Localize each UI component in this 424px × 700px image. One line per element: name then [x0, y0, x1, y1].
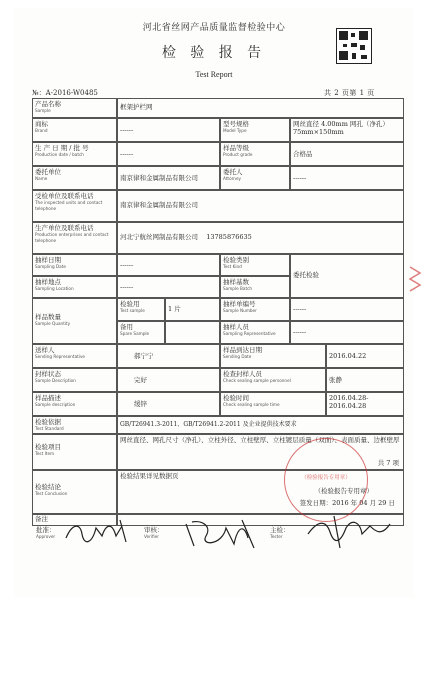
value-test-sample: 1 片 [165, 298, 220, 321]
label-test-time: 检验时间 Check sealing sample time [220, 392, 326, 416]
label-producer: 生产单位及联系电话 Production enterprises and contact telephone [32, 222, 117, 254]
value-attorney: ------ [290, 166, 404, 190]
value-producer: 河北宁航丝网制品有限公司 13785876635 [117, 222, 404, 254]
report-subtitle: Test Report [195, 70, 233, 79]
label-brand: 商标 Brand [32, 118, 117, 142]
value-production-date: ------ [117, 142, 220, 166]
label-test-kind: 检验类别 Test Kind [220, 254, 290, 276]
label-spare-sample: 备用 Spare Sample [117, 321, 165, 344]
label-sampling-rep: 抽样人员 Sampling Representative [220, 321, 290, 344]
label-production-date: 生 产 日 期 / 批 号 Production date / batch [32, 142, 117, 166]
approver-label: 批准： Approver [36, 526, 56, 539]
value-sample-description2: 缓锌 [117, 392, 220, 416]
value-client: 南京律和金属制品有限公司 [117, 166, 220, 190]
report-number: №：A-2016-W0485 [32, 89, 98, 97]
label-inspected-unit: 受检单位及联系电话 The inspected units and contact telephone [32, 190, 117, 222]
test-item-count: 共 7 项 [377, 458, 399, 467]
label-sample-description2: 样品描述 Sample description [32, 392, 117, 416]
label-sample-batch: 抽样基数 Sample Batch [220, 276, 290, 298]
label-remarks: 备注 [32, 514, 117, 526]
label-test-standard: 检验依据 Test Standard [32, 416, 117, 434]
value-sending-date: 2016.04.22 [326, 344, 404, 368]
report-title: 检 验 报 告 [161, 45, 267, 61]
value-test-standard: GB/T26941.3-2011、GB/T26941.2-2011 及企业提供技术要求 [117, 416, 404, 434]
label-sample-number: 抽样单编号 Sample Number [220, 298, 290, 321]
label-model: 型号规格 Model Type [220, 118, 290, 142]
value-sampling-location: ------ [117, 276, 220, 298]
value-test-time: 2016.04.28-2016.04.28 [326, 392, 404, 416]
label-client: 委托单位 Name [32, 166, 117, 190]
label-sealing-personnel: 检查封样人员 Check sealing sample personnel [220, 368, 326, 392]
label-sample-quantity: 样品数量 Sample Quantity [32, 298, 117, 344]
value-grade: 合格品 [290, 142, 404, 166]
value-inspected-unit: 南京律和金属制品有限公司 [117, 190, 404, 222]
tester-label: 主检： Tester [270, 526, 290, 539]
stamp-text: （检验报告专用章） [301, 475, 351, 481]
inspection-stamp [284, 438, 368, 522]
label-sampling-location: 抽样地点 Sampling Location [32, 276, 117, 298]
qr-code-icon [336, 28, 372, 64]
label-test-item: 检验项目 Test Item [32, 434, 117, 470]
label-test-sample: 检验用 Test sample [117, 298, 165, 321]
label-grade: 样品等级 Product grade [220, 142, 290, 166]
verifier-signature [182, 516, 262, 552]
stamp-note: （检验报告专用章） [314, 487, 373, 495]
producer-phone: 13785876635 [206, 233, 252, 241]
value-sealing-personnel: 张静 [326, 368, 404, 392]
value-test-kind: 委托检验 [290, 254, 404, 298]
value-sampling-date: ------ [117, 254, 220, 276]
org-name: 河北省丝网产品质量监督检验中心 [142, 23, 286, 33]
label-test-conclusion: 检验结论 Test Conclusion [32, 470, 117, 514]
report-sheet [14, 8, 414, 598]
label-sampling-date: 抽样日期 Sampling Date [32, 254, 117, 276]
label-sending-rep: 送样人 Sending Representative [32, 344, 117, 368]
value-sample-number: ------ [290, 298, 404, 321]
value-spare-sample [165, 321, 220, 344]
value-sample-name: 框架护栏网 [117, 98, 404, 118]
value-sampling-rep: ------ [290, 321, 404, 344]
issue-date: 签发日期：2016 年 04 月 29 日 [299, 499, 395, 507]
value-test-conclusion: 检验结果详见数据页 （检验报告专用章） 签发日期：2016 年 04 月 29 日 [117, 470, 404, 514]
value-model: 网丝直径 4.00mm 网孔（净孔）75mm×150mm [290, 118, 404, 142]
value-brand: ------ [117, 118, 220, 142]
approver-signature [62, 516, 132, 546]
label-sending-date: 样品到达日期 Sending Date [220, 344, 326, 368]
label-sample-name: 产品名称 Sample [32, 98, 117, 118]
value-sending-rep: 郝宁宁 [117, 344, 220, 368]
value-sample-description: 完好 [117, 368, 220, 392]
value-test-item: 网丝直径、网孔尺寸（净孔）、立柱外径、立柱壁厚、立柱镀层质量（双面）、表面质量、边框壁厚 共 7 项 [117, 434, 404, 470]
label-sample-description: 封样状态 Sample Description [32, 368, 117, 392]
verifier-label: 审核： Verifier [144, 526, 164, 539]
page-info: 共 2 页第 1 页 [324, 89, 375, 97]
label-attorney: 委托人 Attorney [220, 166, 290, 190]
edge-stamp-mark [406, 265, 424, 295]
